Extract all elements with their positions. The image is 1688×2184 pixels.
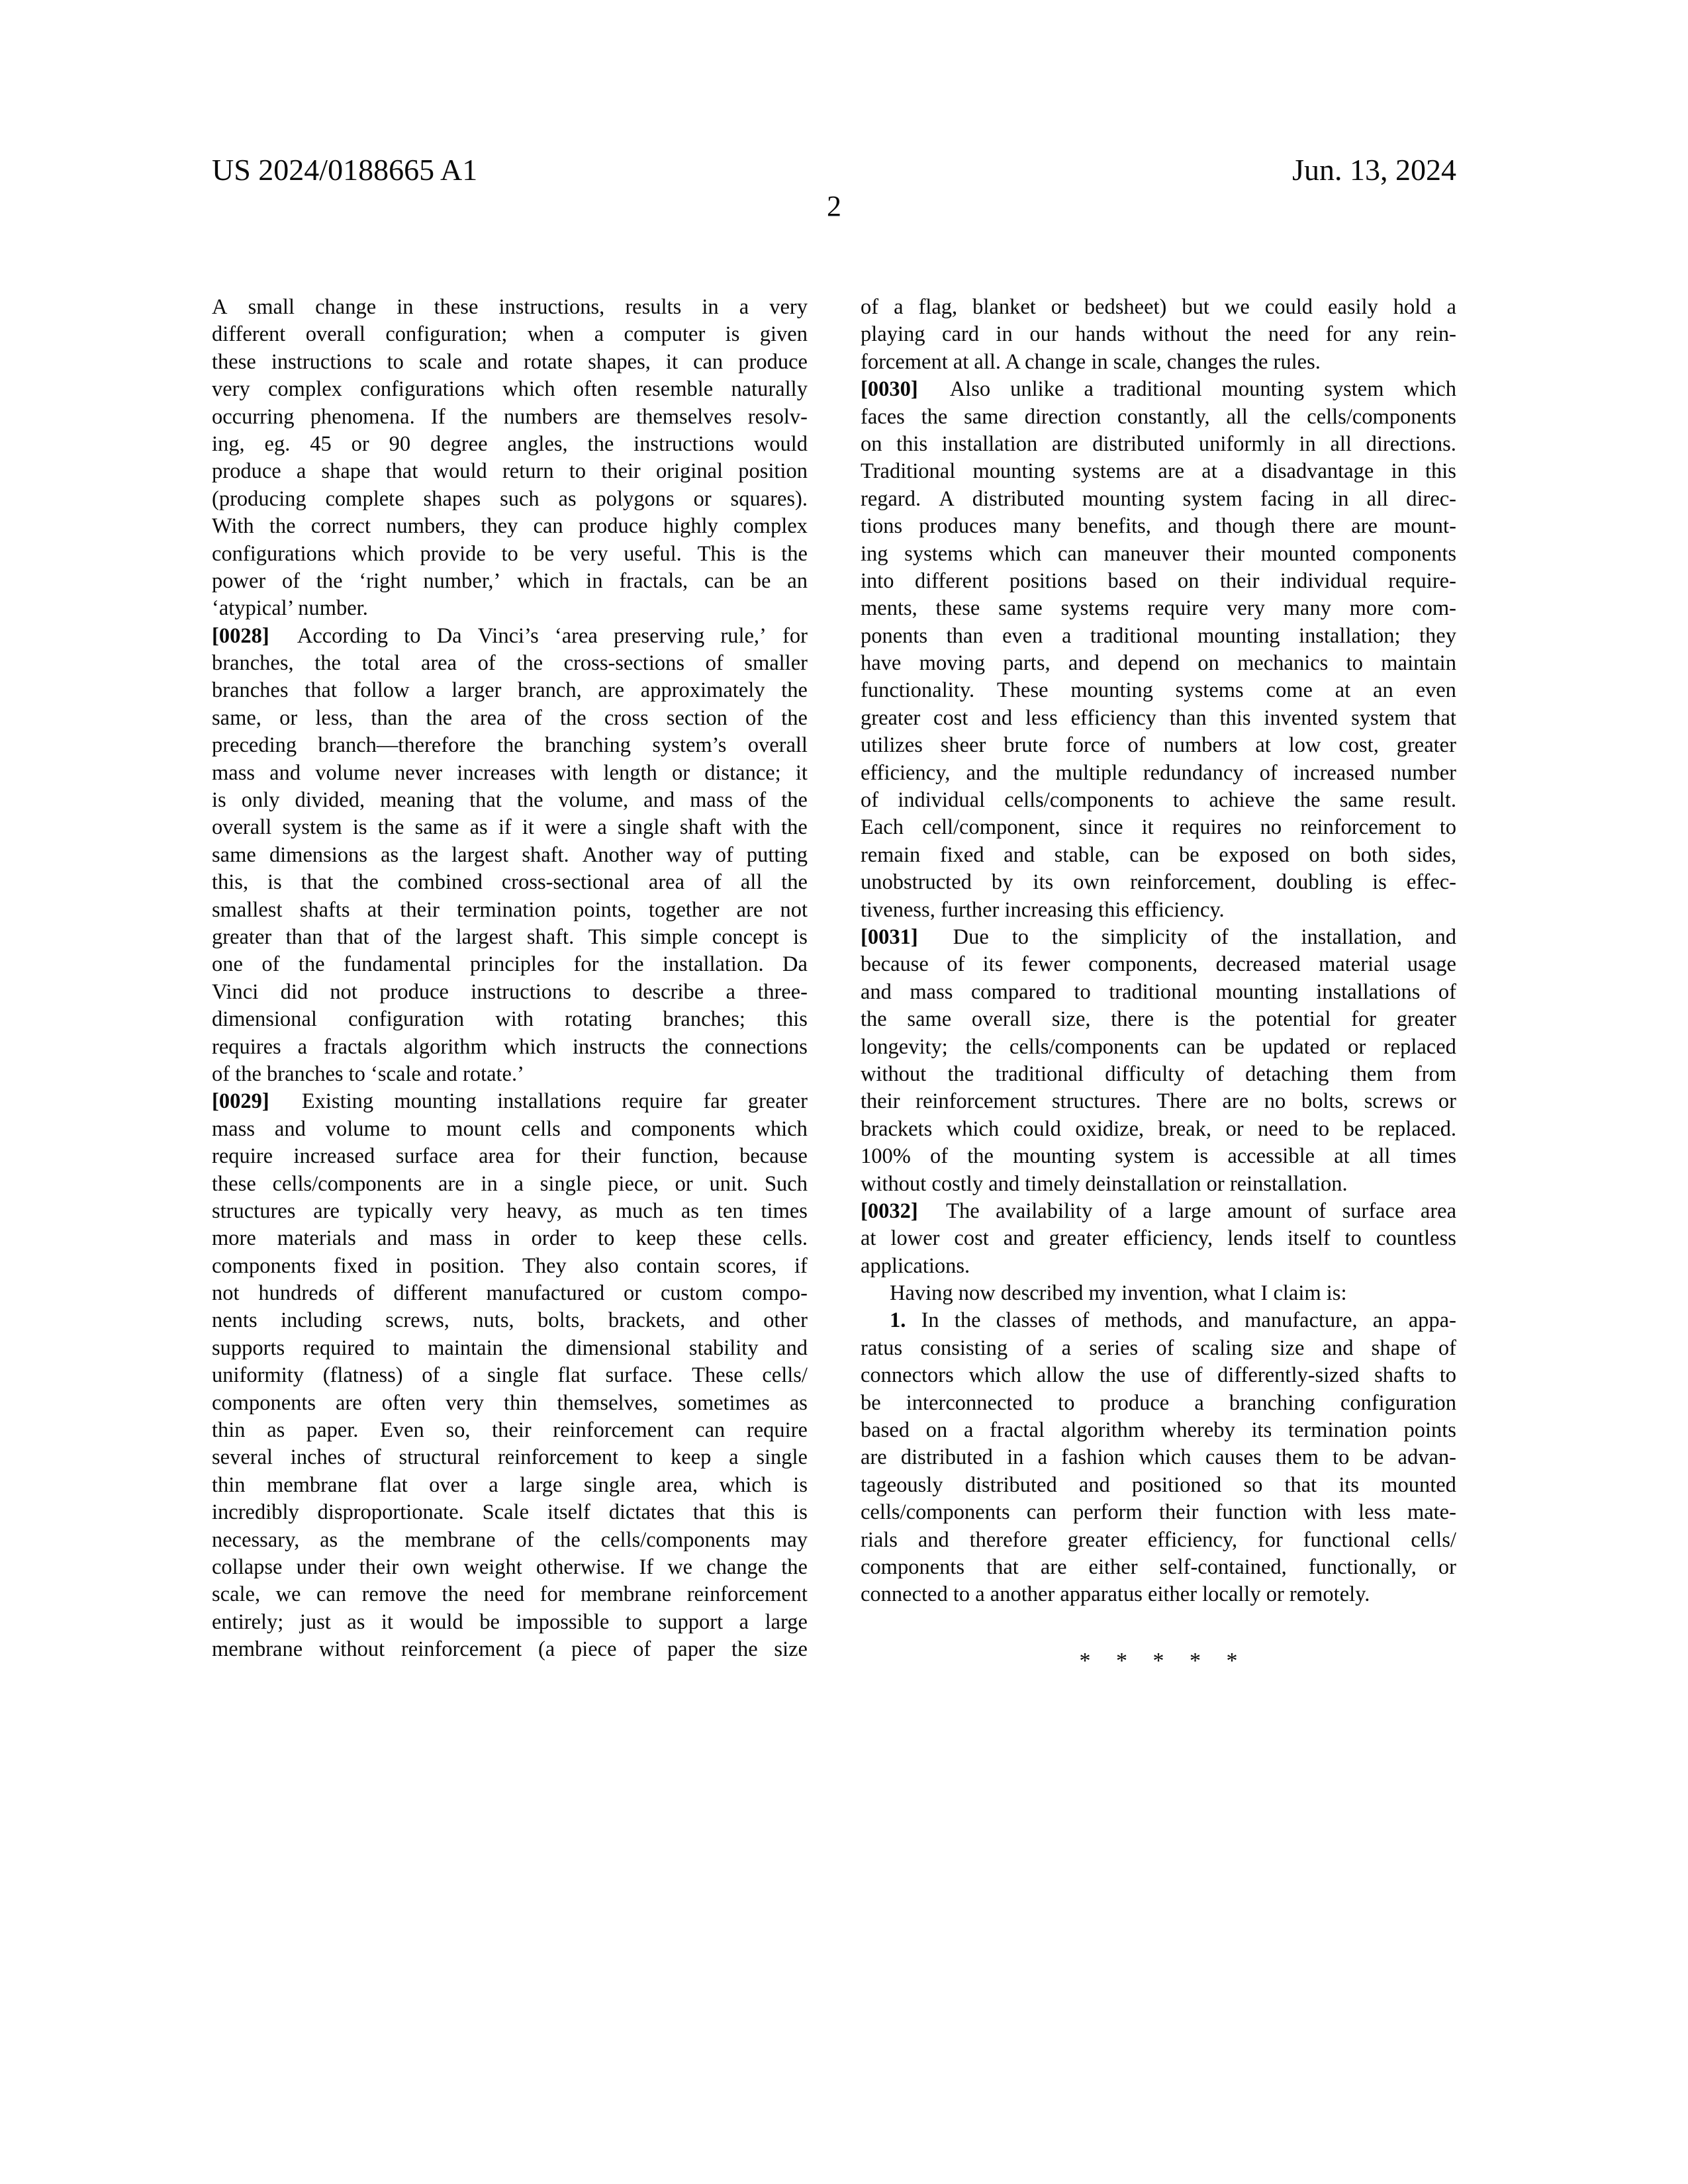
text-line: at lower cost and greater efficiency, lends itself to countless bbox=[861, 1226, 1456, 1251]
text-line: this, is that the combined cross-sectional area of all the bbox=[212, 870, 808, 895]
text-line: occurring phenomena. If the numbers are themselves resolv- bbox=[212, 404, 808, 429]
text-line: remain fixed and stable, can be exposed on both sides, bbox=[861, 842, 1456, 867]
text-line: ponents than even a traditional mounting installation; they bbox=[861, 623, 1456, 648]
text-line: these instructions to scale and rotate shapes, it can produce bbox=[212, 349, 808, 374]
paragraph-0029 bbox=[212, 1088, 808, 1663]
paragraph-tag: [0029] bbox=[212, 1089, 269, 1114]
text-line: connectors which allow the use of differently-sized shafts to bbox=[861, 1363, 1456, 1388]
text-line: playing card in our hands without the need for any rein- bbox=[861, 322, 1456, 347]
text-line: their reinforcement structures. There are no bolts, screws or bbox=[861, 1089, 1456, 1114]
paragraph-tag: [0030] bbox=[861, 377, 918, 402]
text-line: components fixed in position. They also contain scores, if bbox=[212, 1253, 808, 1278]
text-line: membrane without reinforcement (a piece of paper the size bbox=[212, 1637, 808, 1662]
text-line: [0029] Existing mounting installations require far greater bbox=[212, 1088, 808, 1115]
text-line: entirely; just as it would be impossible to support a large bbox=[212, 1610, 808, 1634]
text-line: produce a shape that would return to their original position bbox=[212, 459, 808, 484]
text-line: (producing complete shapes such as polygons or squares). bbox=[212, 486, 808, 511]
text-line: unobstructed by its own reinforcement, doubling is effec- bbox=[861, 870, 1456, 895]
text-line: [0031] Due to the simplicity of the installation, and bbox=[861, 924, 1456, 951]
text-line: on this installation are distributed uniformly in all directions. bbox=[861, 432, 1456, 456]
text-line: branches that follow a larger branch, are approximately the bbox=[212, 678, 808, 703]
column-left bbox=[212, 294, 808, 1664]
text-line: of the branches to ‘scale and rotate.’ bbox=[212, 1062, 524, 1086]
text-line: ‘atypical’ number. bbox=[212, 596, 368, 621]
text-line: greater than that of the largest shaft. This simple concept is bbox=[212, 925, 808, 949]
text-line: connected to a another apparatus either locally or remotely. bbox=[861, 1582, 1370, 1607]
text-line: [0032] The availability of a large amount of surface area bbox=[861, 1198, 1456, 1225]
text-line: efficiency, and the multiple redundancy of increased number bbox=[861, 760, 1456, 785]
text-line: without the traditional difficulty of detaching them from bbox=[861, 1062, 1456, 1086]
text-line: [0028] According to Da Vinci’s ‘area preserving rule,’ for bbox=[212, 623, 808, 650]
page-number: 2 bbox=[827, 190, 841, 222]
text-line: A small change in these instructions, results in a very bbox=[212, 295, 808, 319]
text-line: cells/components can perform their function with less mate- bbox=[861, 1500, 1456, 1525]
text-line: [0030] Also unlike a traditional mounting system which bbox=[861, 376, 1456, 403]
paragraph-0032 bbox=[861, 1198, 1456, 1280]
text-line: very complex configurations which often resemble naturally bbox=[212, 377, 808, 402]
text-line: requires a fractals algorithm which instructs the connections bbox=[212, 1034, 808, 1059]
text-line: dimensional configuration with rotating branches; this bbox=[212, 1007, 808, 1032]
text-line: different overall configuration; when a computer is given bbox=[212, 322, 808, 347]
text-line: tiveness, further increasing this efficiency. bbox=[861, 897, 1225, 922]
text-line: of a flag, blanket or bedsheet) but we could easily hold a bbox=[861, 295, 1456, 319]
paragraph-tag: [0028] bbox=[212, 623, 269, 648]
text-line: require increased surface area for their function, because bbox=[212, 1144, 808, 1169]
paragraph-0028 bbox=[212, 623, 808, 1089]
paragraph-0030 bbox=[861, 376, 1456, 924]
text-line: tions produces many benefits, and though there are mount- bbox=[861, 514, 1456, 539]
text-line: 100% of the mounting system is accessible at all times bbox=[861, 1144, 1456, 1169]
paragraph-tag: [0031] bbox=[861, 925, 918, 949]
text-line: mass and volume to mount cells and components which bbox=[212, 1116, 808, 1141]
paragraph bbox=[861, 1280, 1456, 1307]
text-line: thin membrane flat over a large single area, which is bbox=[212, 1473, 808, 1497]
text-line: longevity; the cells/components can be updated or replaced bbox=[861, 1034, 1456, 1059]
text-line: structures are typically very heavy, as much as ten times bbox=[212, 1199, 808, 1223]
text-line: necessary, as the membrane of the cells/components may bbox=[212, 1527, 808, 1552]
text-line: one of the fundamental principles for the installation. Da bbox=[212, 952, 808, 977]
text-line: uniformity (flatness) of a single flat surface. These cells/ bbox=[212, 1363, 808, 1388]
paragraph-0031 bbox=[861, 924, 1456, 1198]
text-line: With the correct numbers, they can produce highly complex bbox=[212, 514, 808, 539]
text-line: components that are either self-contained, functionally, or bbox=[861, 1555, 1456, 1579]
text-line: brackets which could oxidize, break, or need to be replaced. bbox=[861, 1116, 1456, 1141]
text-line: more materials and mass in order to keep these cells. bbox=[212, 1226, 808, 1251]
asterisk-separator: * * * * * bbox=[1079, 1648, 1238, 1673]
paragraph-tag: 1. bbox=[890, 1308, 906, 1333]
text-line: faces the same direction constantly, all the cells/components bbox=[861, 404, 1456, 429]
text-line: the same overall size, there is the potential for greater bbox=[861, 1007, 1456, 1032]
text-line: branches, the total area of the cross-sections of smaller bbox=[212, 651, 808, 676]
text-line: same, or less, than the area of the cross section of the bbox=[212, 705, 808, 730]
text-line: ments, these same systems require very many more com- bbox=[861, 596, 1456, 621]
text-line: thin as paper. Even so, their reinforcement can require bbox=[212, 1418, 808, 1443]
paragraph bbox=[861, 294, 1456, 376]
text-line: ing, eg. 45 or 90 degree angles, the instructions would bbox=[212, 432, 808, 456]
text-line: configurations which provide to be very useful. This is the bbox=[212, 541, 808, 566]
text-line: applications. bbox=[861, 1253, 970, 1278]
text-line: tageously distributed and positioned so that its mounted bbox=[861, 1473, 1456, 1497]
text-line: preceding branch—therefore the branching system’s overall bbox=[212, 733, 808, 758]
text-line: incredibly disproportionate. Scale itself dictates that this is bbox=[212, 1500, 808, 1525]
text-line: power of the ‘right number,’ which in fractals, can be an bbox=[212, 569, 808, 593]
text-line: rials and therefore greater efficiency, for functional cells/ bbox=[861, 1527, 1456, 1552]
text-line: same dimensions as the largest shaft. Another way of putting bbox=[212, 842, 808, 867]
text-line: greater cost and less efficiency than this invented system that bbox=[861, 705, 1456, 730]
text-line: because of its fewer components, decreased material usage bbox=[861, 952, 1456, 977]
text-line: overall system is the same as if it were a single shaft with the bbox=[212, 815, 808, 840]
text-line: and mass compared to traditional mounting installations of bbox=[861, 979, 1456, 1004]
text-line: Traditional mounting systems are at a disadvantage in this bbox=[861, 459, 1456, 484]
text-line: of individual cells/components to achieve the same result. bbox=[861, 788, 1456, 813]
text-line: mass and volume never increases with length or distance; it bbox=[212, 760, 808, 785]
paragraph-tag: [0032] bbox=[861, 1199, 918, 1223]
text-line: regard. A distributed mounting system facing in all direc- bbox=[861, 486, 1456, 511]
text-line: Vinci did not produce instructions to describe a three- bbox=[212, 979, 808, 1004]
text-line: utilizes sheer brute force of numbers at low cost, greater bbox=[861, 733, 1456, 758]
paragraph bbox=[212, 294, 808, 623]
text-line: ing systems which can maneuver their mounted components bbox=[861, 541, 1456, 566]
text-line: Having now described my invention, what I claim is: bbox=[890, 1281, 1347, 1306]
text-line: are distributed in a fashion which causes them to be advan- bbox=[861, 1445, 1456, 1470]
text-line: smallest shafts at their termination points, together are not bbox=[212, 897, 808, 922]
text-line: scale, we can remove the need for membrane reinforcement bbox=[212, 1582, 808, 1607]
text-line: 1. In the classes of methods, and manufacture, an appa- bbox=[861, 1307, 1456, 1334]
publication-number: US 2024/0188665 A1 bbox=[212, 153, 478, 187]
text-line: several inches of structural reinforcement to keep a single bbox=[212, 1445, 808, 1470]
text-line: is only divided, meaning that the volume, and mass of the bbox=[212, 788, 808, 813]
text-line: forcement at all. A change in scale, changes the rules. bbox=[861, 349, 1321, 374]
text-line: Each cell/component, since it requires no reinforcement to bbox=[861, 815, 1456, 840]
text-line: not hundreds of different manufactured or custom compo- bbox=[212, 1281, 808, 1306]
text-line: components are often very thin themselves, sometimes as bbox=[212, 1390, 808, 1415]
text-line: functionality. These mounting systems come at an even bbox=[861, 678, 1456, 703]
text-line: supports required to maintain the dimensional stability and bbox=[212, 1336, 808, 1360]
text-line: into different positions based on their individual require- bbox=[861, 569, 1456, 593]
page-header bbox=[212, 152, 1456, 192]
publication-date: Jun. 13, 2024 bbox=[1292, 153, 1456, 187]
column-right bbox=[861, 294, 1456, 1674]
text-line: collapse under their own weight otherwise. If we change the bbox=[212, 1555, 808, 1579]
text-line: be interconnected to produce a branching configuration bbox=[861, 1390, 1456, 1415]
text-line: based on a fractal algorithm whereby its termination points bbox=[861, 1418, 1456, 1443]
text-line: these cells/components are in a single piece, or unit. Such bbox=[212, 1171, 808, 1196]
text-line: without costly and timely deinstallation or reinstallation. bbox=[861, 1171, 1348, 1196]
text-line: have moving parts, and depend on mechanics to maintain bbox=[861, 651, 1456, 676]
text-line: ratus consisting of a series of scaling size and shape of bbox=[861, 1336, 1456, 1360]
text-line: nents including screws, nuts, bolts, brackets, and other bbox=[212, 1308, 808, 1333]
paragraph-1 bbox=[861, 1307, 1456, 1608]
